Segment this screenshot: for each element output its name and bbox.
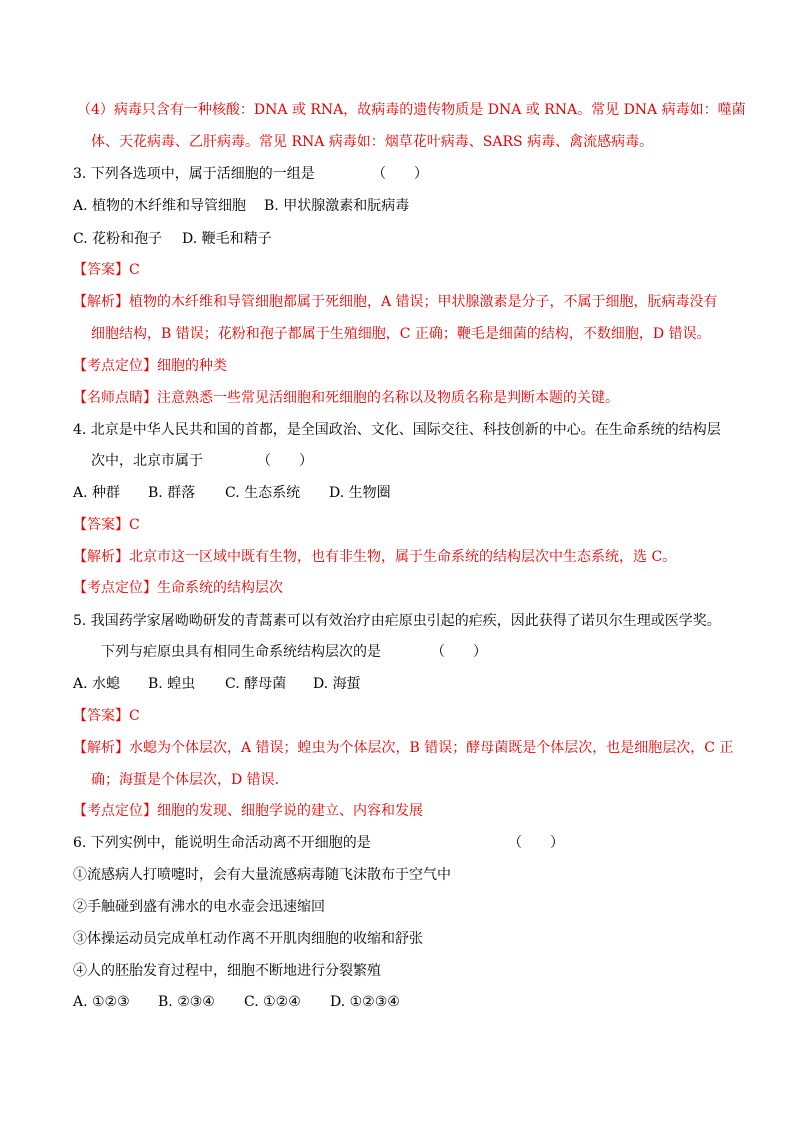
q6-option-a: A. ①②③ [73,994,130,1010]
note4-line2: 体、天花病毒、乙肝病毒。常见 RNA 病毒如：烟草花叶病毒、SARS 病毒、禽流感病毒。 [91,134,654,150]
q3-kaodian: 【考点定位】细胞的种类 [73,358,227,374]
q5-analysis-line1: 【解析】水螅为个体层次，A 错误；蝗虫为个体层次，B 错误；酵母菌既是个体层次，也是细胞层次，C 正 [73,740,734,756]
q3-options-row2 [73,229,272,249]
q4-option-d: D. 生物圈 [329,485,391,501]
q6-options [73,992,400,1012]
q5-stem-line2: 下列与疟原虫具有相同生命系统结构层次的是 [101,644,381,660]
q6-paren: （ ） [508,835,564,851]
q6-item-1: ①流感病人打喷嚏时，会有大量流感病毒随飞沫散布于空气中 [73,867,451,883]
q5-option-d: D. 海蜇 [313,676,361,692]
q4-option-a: A. 种群 [73,485,121,501]
q3-option-b: B. 甲状腺激素和朊病毒 [264,198,410,214]
note4-line1: （4）病毒只含有一种核酸：DNA 或 RNA，故病毒的遗传物质是 DNA 或 RNA。常见 DNA 病毒如：噬菌 [77,102,746,118]
q3-option-c: C. 花粉和孢子 [73,231,163,247]
q5-answer: 【答案】C [73,708,140,724]
q6-option-b: B. ②③④ [158,994,215,1010]
q4-analysis: 【解析】北京市这一区域中既有生物，也有非生物，属于生命系统的结构层次中生态系统，选 C。 [73,549,677,565]
q6-option-c: C. ①②④ [244,994,301,1010]
q4-option-c: C. 生态系统 [225,485,301,501]
q5-option-b: B. 蝗虫 [148,676,196,692]
q5-options [73,674,361,694]
q4-paren: （ ） [257,453,313,469]
q3-answer: 【答案】C [73,262,140,278]
q5-kaodian: 【考点定位】细胞的发现、细胞学说的建立、内容和发展 [73,803,423,819]
q3-analysis-line1: 【解析】植物的木纤维和导管细胞都属于死细胞，A 错误；甲状腺激素是分子，不属于细胞，朊病毒没有 [73,294,718,310]
q4-option-b: B. 群落 [148,485,196,501]
q3-paren: （ ） [372,166,428,182]
q4-stem-line1: 4. 北京是中华人民共和国的首都，是全国政治、文化、国际交往、科技创新的中心。在生命系统的结构层 [73,422,721,438]
q4-stem-line2: 次中，北京市属于 [91,453,203,469]
q6-stem: 6. 下列实例中，能说明生命活动离不开细胞的是 [73,835,371,851]
q5-analysis-line2: 确；海蜇是个体层次，D 错误． [91,772,289,788]
q4-kaodian: 【考点定位】生命系统的结构层次 [73,580,283,596]
q5-option-c: C. 酵母菌 [225,676,287,692]
q5-paren: （ ） [431,644,487,660]
q3-analysis-line2: 细胞结构，B 错误；花粉和孢子都属于生殖细胞，C 正确；鞭毛是细菌的结构，不数细胞，D 错误。 [91,326,711,342]
q3-options-row1 [73,196,409,216]
q6-item-4: ④人的胚胎发育过程中，细胞不断地进行分裂繁殖 [73,963,381,979]
q3-option-a: A. 植物的木纤维和导管细胞 [73,198,247,214]
q3-stem: 3. 下列各选项中，属于活细胞的一组是 [73,166,315,182]
q4-options [73,483,391,503]
q6-item-2: ②手触碰到盛有沸水的电水壶会迅速缩回 [73,899,325,915]
q6-item-3: ③体操运动员完成单杠动作离不开肌肉细胞的收缩和舒张 [73,931,423,947]
q5-stem-line1: 5. 我国药学家屠呦呦研发的青蒿素可以有效治疗由疟原虫引起的疟疾，因此获得了诺贝尔生理或医学奖。 [73,613,721,629]
q3-option-d: D. 鞭毛和精子 [182,231,272,247]
q6-option-d: D. ①②③④ [330,994,400,1010]
q4-answer: 【答案】C [73,517,140,533]
q5-option-a: A. 水螅 [73,676,121,692]
q3-mingshi: 【名师点睛】注意熟悉一些常见活细胞和死细胞的名称以及物质名称是判断本题的关键。 [73,390,619,406]
